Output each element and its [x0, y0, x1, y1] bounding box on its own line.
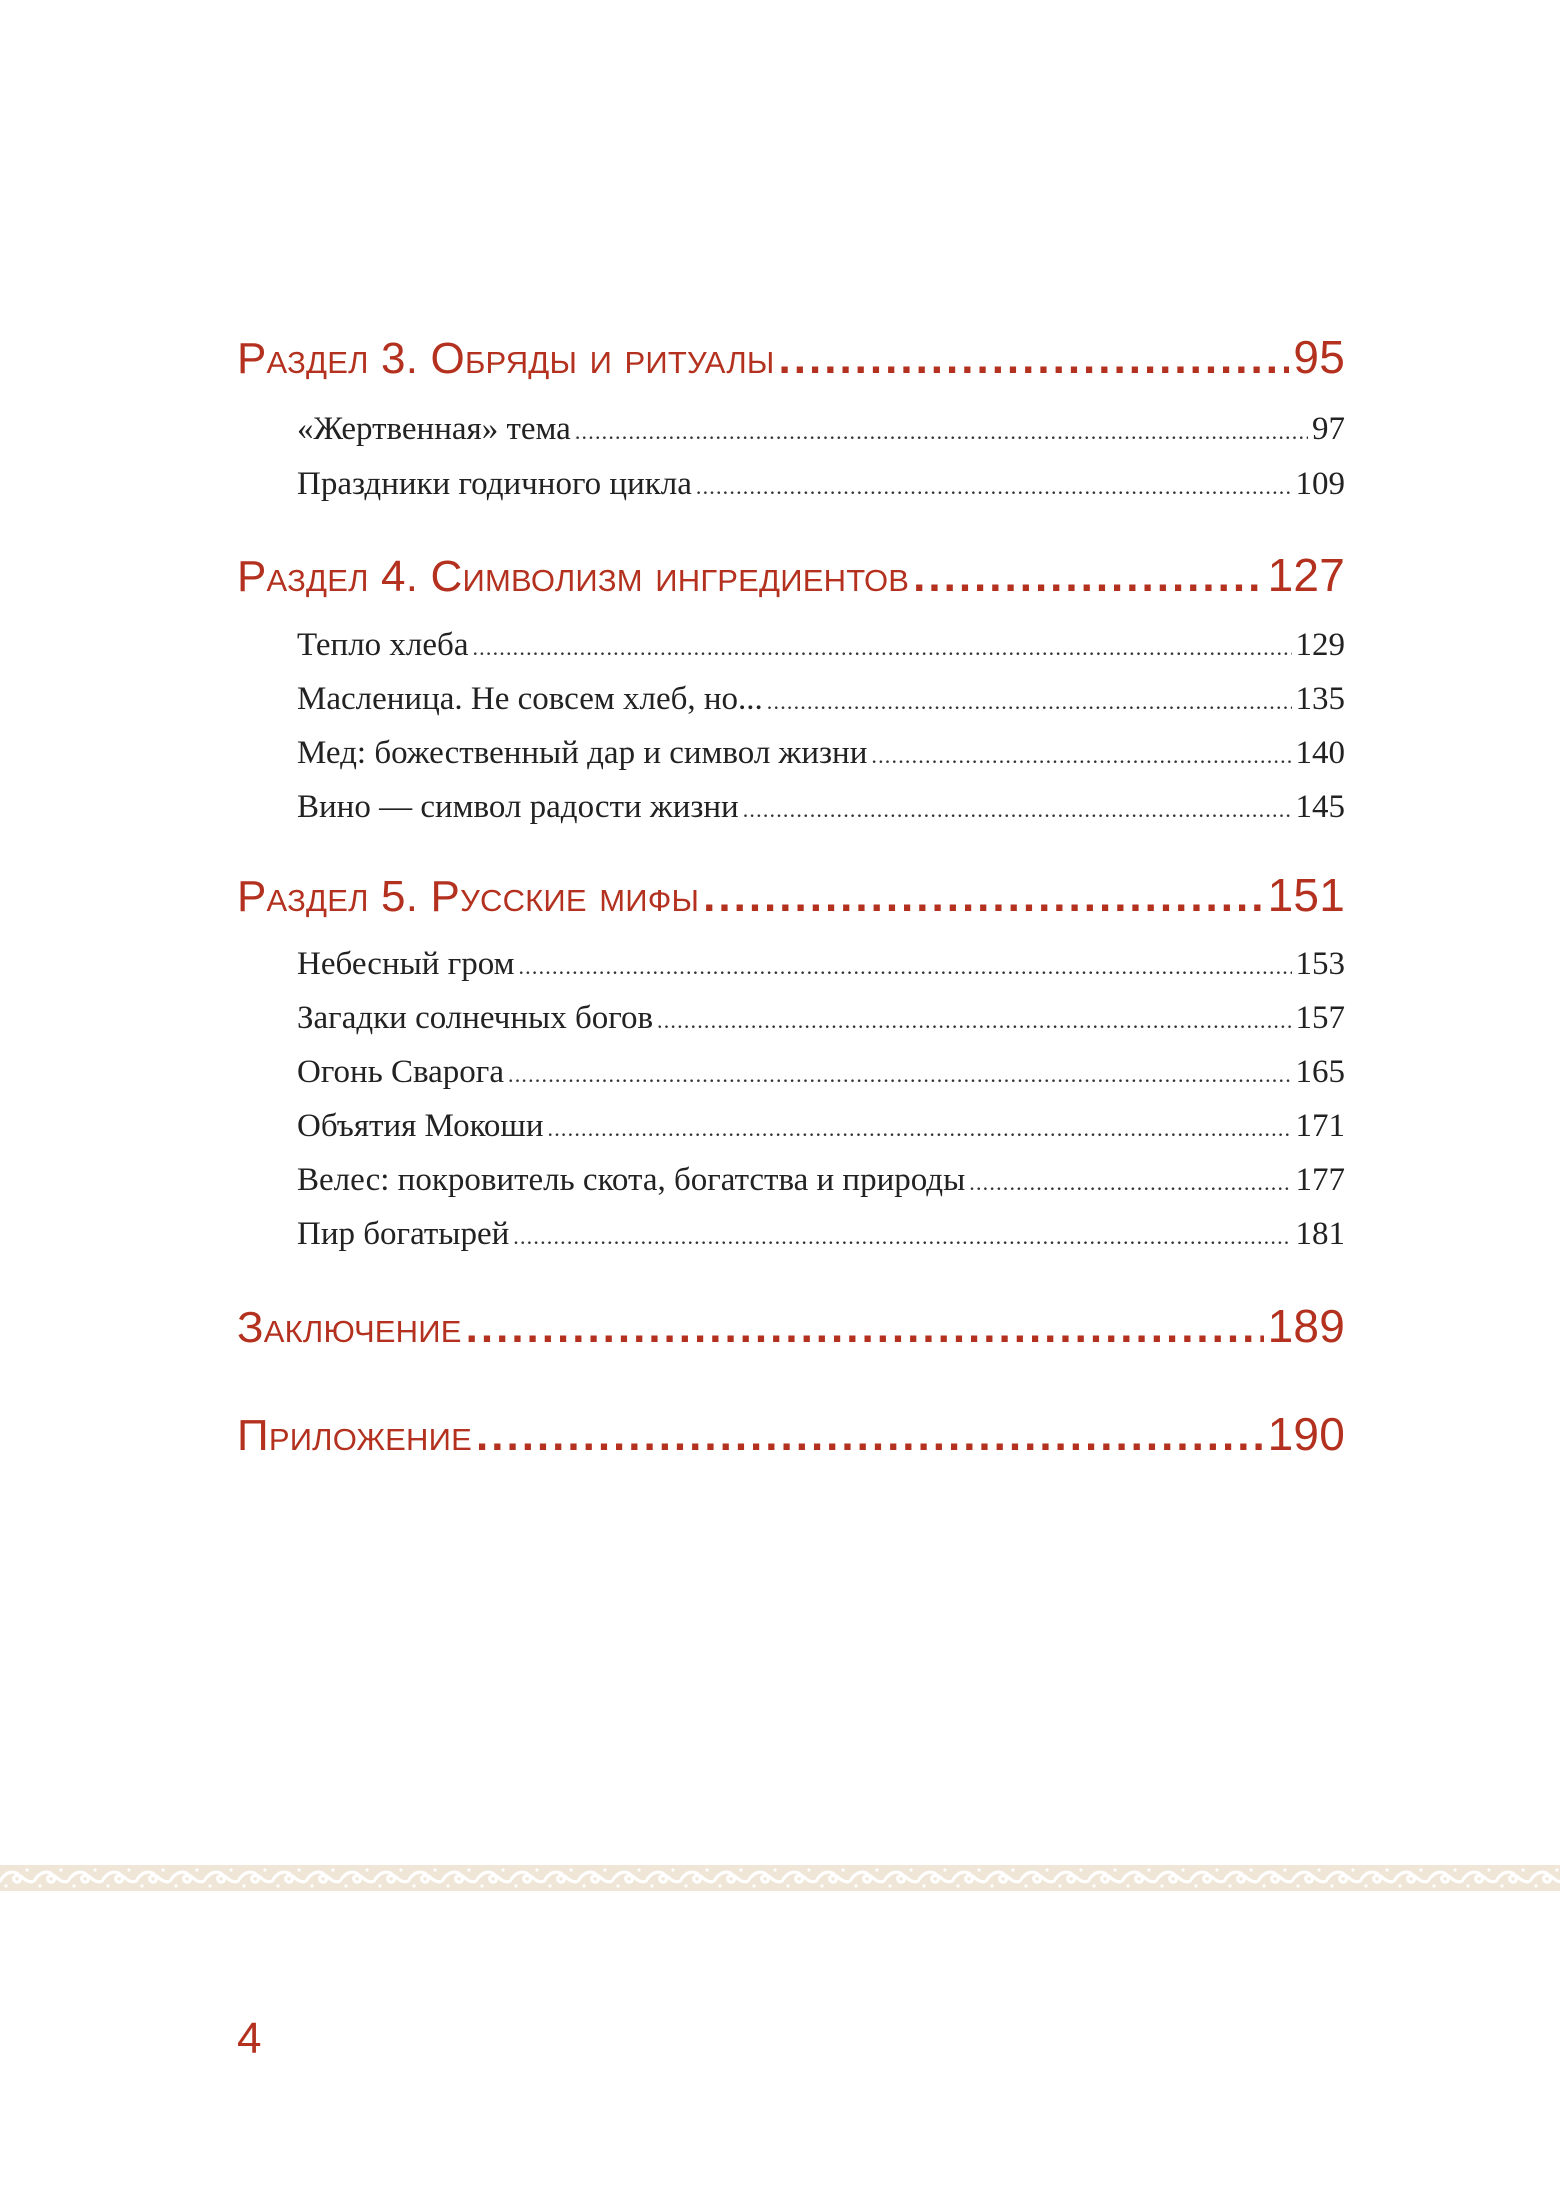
entry-page: 181 — [1295, 1216, 1345, 1252]
entry-title: Велес: покровитель скота, богатства и природы — [297, 1162, 966, 1198]
entry-title: «Жертвенная» тема — [297, 411, 571, 447]
dot-leader — [657, 1008, 1291, 1034]
entry-page: 97 — [1312, 411, 1345, 447]
entry-page: 177 — [1295, 1162, 1345, 1198]
toc-entry[interactable] — [297, 681, 1345, 718]
toc-appendix[interactable] — [237, 1407, 1345, 1461]
dot-leader — [913, 552, 1264, 602]
section-page: 95 — [1293, 331, 1345, 383]
entry-title: Мед: божественный дар и символ жизни — [297, 735, 868, 771]
entry-title: Пир богатырей — [297, 1216, 510, 1252]
entry-title: Огонь Сварога — [297, 1054, 504, 1090]
section-title: Приложение — [237, 1411, 473, 1460]
dot-leader — [508, 1062, 1292, 1088]
dot-leader — [871, 743, 1291, 769]
dot-leader — [743, 797, 1292, 823]
toc-entry[interactable] — [297, 627, 1345, 664]
entry-page: 153 — [1295, 946, 1345, 982]
dot-leader — [472, 635, 1291, 661]
toc-entry[interactable] — [297, 1054, 1345, 1091]
toc-entry[interactable] — [297, 466, 1345, 503]
dot-leader — [767, 689, 1292, 715]
section-title: Раздел 5. Русские мифы — [237, 872, 700, 921]
dot-leader — [575, 419, 1308, 445]
dot-leader — [696, 474, 1292, 500]
entry-title: Загадки солнечных богов — [297, 1000, 654, 1036]
dot-leader — [513, 1224, 1291, 1250]
entry-page: 140 — [1295, 735, 1345, 771]
entry-title: Праздники годичного цикла — [297, 466, 692, 502]
entry-page: 129 — [1295, 627, 1345, 663]
entry-title: Тепло хлеба — [297, 627, 469, 663]
entry-title: Масленица. Не совсем хлеб, но... — [297, 681, 763, 717]
entry-title: Объятия Мокоши — [297, 1108, 544, 1144]
toc-entry[interactable] — [297, 1108, 1345, 1145]
toc-entry[interactable] — [297, 735, 1345, 772]
dot-leader — [518, 954, 1291, 980]
section-page: 151 — [1267, 869, 1345, 921]
toc-section-5[interactable] — [237, 868, 1345, 922]
toc-entry[interactable] — [297, 946, 1345, 983]
entry-page: 145 — [1295, 789, 1345, 825]
section-page: 189 — [1267, 1300, 1345, 1352]
toc-entry[interactable] — [297, 411, 1345, 448]
dot-leader — [466, 1303, 1264, 1353]
section-title: Раздел 4. Символизм ингредиентов — [237, 552, 910, 601]
dot-leader — [548, 1116, 1292, 1142]
section-page: 127 — [1267, 549, 1345, 601]
toc-entry[interactable] — [297, 1000, 1345, 1037]
wave-scroll-border-icon — [0, 1865, 1560, 1891]
dot-leader — [779, 334, 1290, 384]
entry-page: 165 — [1295, 1054, 1345, 1090]
toc-entry[interactable] — [297, 1162, 1345, 1199]
toc-section-3[interactable] — [237, 330, 1345, 384]
entry-page: 157 — [1295, 1000, 1345, 1036]
dot-leader — [476, 1411, 1264, 1461]
entry-title: Небесный гром — [297, 946, 515, 982]
toc-entry[interactable] — [297, 1216, 1345, 1253]
entry-title: Вино — символ радости жизни — [297, 789, 739, 825]
section-page: 190 — [1267, 1408, 1345, 1460]
entry-page: 109 — [1295, 466, 1345, 502]
page-number: 4 — [237, 2014, 262, 2063]
entry-page: 135 — [1295, 681, 1345, 717]
dot-leader — [703, 872, 1264, 922]
section-title: Раздел 3. Обряды и ритуалы — [237, 334, 775, 383]
toc-entry[interactable] — [297, 789, 1345, 826]
section-title: Заключение — [237, 1303, 462, 1352]
entry-page: 171 — [1295, 1108, 1345, 1144]
toc-conclusion[interactable] — [237, 1299, 1345, 1353]
toc-section-4[interactable] — [237, 548, 1345, 602]
dot-leader — [969, 1170, 1291, 1196]
